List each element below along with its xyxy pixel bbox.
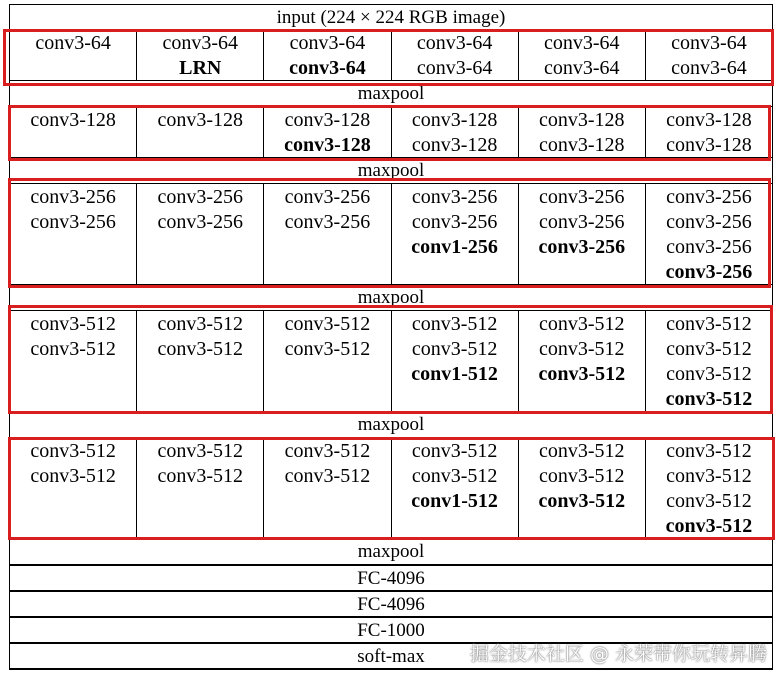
config-cell-D	[392, 107, 519, 157]
conv-block-3	[9, 183, 773, 285]
layer-label: conv3-256	[666, 211, 752, 233]
layer-label: conv3-128	[284, 109, 371, 131]
watermark: 掘金技术社区 @ 永荣带你玩转昇腾	[469, 643, 767, 665]
config-cell-F	[646, 438, 772, 538]
config-cell-F	[646, 184, 772, 284]
maxpool-row: maxpool	[9, 158, 773, 183]
layer-label: conv3-512	[411, 465, 498, 487]
layer-label: conv3-512	[284, 465, 371, 487]
config-cell-C	[264, 438, 391, 538]
input-row	[9, 4, 773, 29]
config-cell-A	[10, 438, 137, 538]
input-label: input (224 × 224 RGB image)	[276, 6, 506, 28]
layer-label: conv3-512	[411, 313, 498, 335]
layer-label: conv3-512	[157, 440, 244, 462]
config-cell-B	[137, 30, 264, 80]
layer-label: conv3-128	[539, 109, 625, 131]
conv-block-2	[9, 106, 773, 158]
layer-label: conv3-512	[411, 338, 498, 360]
layer-label: conv3-512	[666, 313, 752, 335]
layer-label: conv3-256	[411, 186, 498, 208]
layer-label: conv3-256	[157, 186, 244, 208]
layer-label: conv3-256	[30, 186, 116, 208]
new-layer-label: conv1-256	[411, 236, 498, 258]
config-cell-C	[264, 311, 391, 411]
new-layer-label: conv1-512	[411, 490, 498, 512]
layer-label: conv3-64	[162, 32, 239, 54]
layer-label: conv3-512	[666, 465, 752, 487]
layer-label: conv3-512	[30, 313, 116, 335]
vgg-config-table	[9, 4, 773, 670]
layer-label: conv3-256	[284, 186, 371, 208]
new-layer-label: conv3-512	[538, 363, 626, 385]
config-cell-B	[137, 184, 264, 284]
layer-label: conv3-512	[30, 440, 116, 462]
layer-label: conv3-512	[30, 465, 116, 487]
maxpool-row: maxpool	[9, 539, 773, 566]
config-cell-B	[137, 311, 264, 411]
layer-label: conv3-64	[671, 57, 747, 79]
layer-label: conv3-128	[539, 134, 625, 156]
layer-label: conv3-128	[411, 134, 498, 156]
layer-label: conv3-256	[666, 236, 752, 258]
layer-label: conv3-512	[539, 440, 625, 462]
layer-label: conv3-512	[666, 363, 752, 385]
layer-label: conv3-512	[284, 338, 371, 360]
new-layer-label: conv3-256	[665, 261, 753, 283]
new-layer-label: conv3-128	[284, 134, 371, 156]
layer-label: conv3-64	[544, 32, 620, 54]
layer-label: conv3-256	[411, 211, 498, 233]
layer-label: conv3-512	[666, 490, 752, 512]
layer-label: conv3-256	[666, 186, 752, 208]
new-layer-label: conv3-512	[665, 515, 753, 537]
layer-label: conv3-512	[539, 338, 625, 360]
layer-label: conv3-64	[289, 32, 366, 54]
config-cell-D	[392, 311, 519, 411]
layer-label: conv3-64	[416, 57, 493, 79]
config-cell-D	[392, 438, 519, 538]
config-cell-D	[392, 184, 519, 284]
config-cell-A	[10, 30, 137, 80]
maxpool-row: maxpool	[9, 81, 773, 106]
maxpool-row: maxpool	[9, 412, 773, 437]
layer-label: conv3-256	[539, 186, 625, 208]
conv-blocks	[9, 29, 773, 566]
layer-label: conv3-512	[284, 313, 371, 335]
layer-label: conv3-512	[411, 440, 498, 462]
layer-label: conv3-64	[671, 32, 747, 54]
layer-label: conv3-512	[157, 338, 244, 360]
maxpool-row: maxpool	[9, 285, 773, 310]
layer-label: conv3-256	[539, 211, 625, 233]
layer-label: conv3-512	[157, 465, 244, 487]
config-cell-F	[646, 311, 772, 411]
config-cell-A	[10, 184, 137, 284]
layer-label: conv3-64	[35, 32, 111, 54]
layer-label: conv3-512	[284, 440, 371, 462]
conv-block-1	[9, 29, 773, 81]
config-cell-C	[264, 184, 391, 284]
config-cell-C	[264, 30, 391, 80]
layer-label: conv3-512	[666, 440, 752, 462]
config-cell-C	[264, 107, 391, 157]
layer-label: conv3-512	[539, 465, 625, 487]
layer-label: conv3-512	[666, 338, 752, 360]
conv-block-5	[9, 437, 773, 539]
config-cell-B	[137, 107, 264, 157]
fc-row: FC-1000	[9, 618, 773, 644]
layer-label: conv3-512	[30, 338, 116, 360]
layer-label: conv3-256	[284, 211, 371, 233]
layer-label: conv3-64	[544, 57, 620, 79]
config-cell-E	[519, 184, 646, 284]
new-layer-label: conv3-64	[289, 57, 366, 79]
softmax-row: soft-max	[9, 644, 773, 670]
config-cell-E	[519, 107, 646, 157]
new-layer-label: LRN	[179, 57, 222, 79]
layer-label: conv3-128	[30, 109, 116, 131]
new-layer-label: conv3-512	[538, 490, 626, 512]
layer-label: conv3-128	[411, 109, 498, 131]
config-cell-F	[646, 30, 772, 80]
fc-row: FC-4096	[9, 566, 773, 592]
layer-label: conv3-64	[416, 32, 493, 54]
new-layer-label: conv1-512	[411, 363, 498, 385]
config-cell-A	[10, 107, 137, 157]
config-cell-F	[646, 107, 772, 157]
layer-label: conv3-512	[157, 313, 244, 335]
layer-label: conv3-512	[539, 313, 625, 335]
config-cell-D	[392, 30, 519, 80]
config-cell-A	[10, 311, 137, 411]
config-cell-B	[137, 438, 264, 538]
layer-label: conv3-256	[157, 211, 244, 233]
new-layer-label: conv3-256	[538, 236, 626, 258]
layer-label: conv3-128	[157, 109, 244, 131]
layer-label: conv3-128	[666, 109, 752, 131]
layer-label: conv3-256	[30, 211, 116, 233]
new-layer-label: conv3-512	[665, 388, 753, 410]
layer-label: conv3-128	[666, 134, 752, 156]
config-cell-E	[519, 311, 646, 411]
conv-block-4	[9, 310, 773, 412]
fc-row: FC-4096	[9, 592, 773, 618]
config-cell-E	[519, 30, 646, 80]
config-cell-E	[519, 438, 646, 538]
